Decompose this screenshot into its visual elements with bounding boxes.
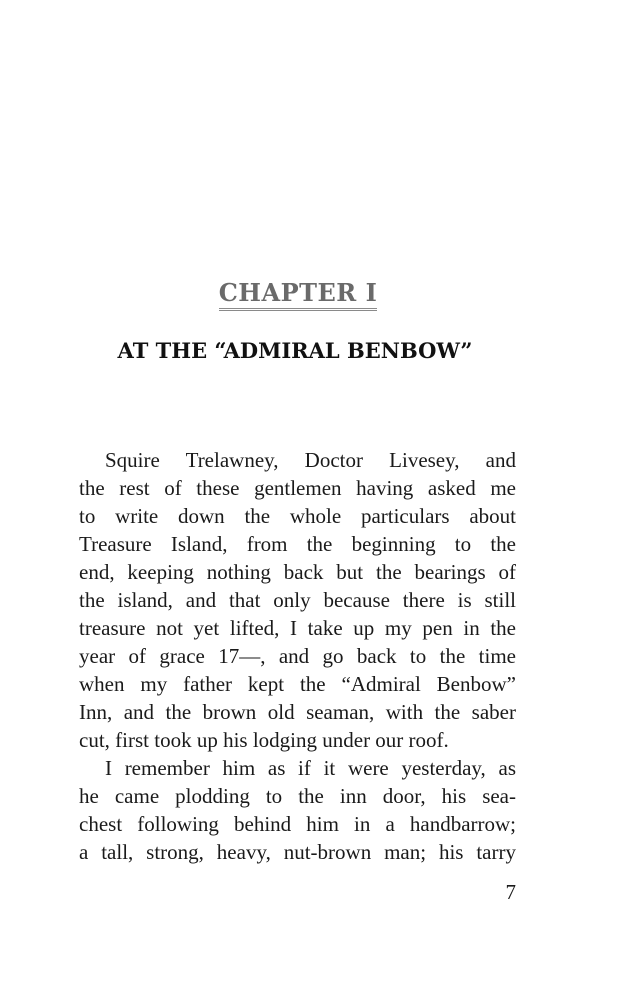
- text-line: the rest of these gentlemen having asked me: [79, 476, 516, 500]
- chapter-label: CHAPTER I: [219, 280, 378, 311]
- text-line: end, keeping nothing back but the bearings of: [79, 560, 516, 584]
- text-line: a tall, strong, heavy, nut-brown man; his tarry: [79, 840, 516, 864]
- page-number: 7: [505, 880, 516, 904]
- chapter-heading: [0, 280, 596, 311]
- text-line: Inn, and the brown old seaman, with the saber: [79, 700, 516, 724]
- text-line: treasure not yet lifted, I take up my pen in the: [79, 616, 516, 640]
- text-line: Squire Trelawney, Doctor Livesey, and: [105, 448, 516, 472]
- text-line: Treasure Island, from the beginning to the: [79, 532, 516, 556]
- text-line: he came plodding to the inn door, his sea-: [79, 784, 516, 808]
- text-line: chest following behind him in a handbarrow;: [79, 812, 516, 836]
- text-line: to write down the whole particulars about: [79, 504, 516, 528]
- text-line: when my father kept the “Admiral Benbow”: [79, 672, 516, 696]
- text-line: year of grace 17—, and go back to the time: [79, 644, 516, 668]
- body-text: [79, 446, 516, 866]
- chapter-title: AT THE “ADMIRAL BENBOW”: [117, 338, 473, 363]
- text-line: I remember him as if it were yesterday, as: [105, 756, 516, 780]
- text-line: cut, first took up his lodging under our roof.: [79, 728, 449, 752]
- text-line: the island, and that only because there is still: [79, 588, 516, 612]
